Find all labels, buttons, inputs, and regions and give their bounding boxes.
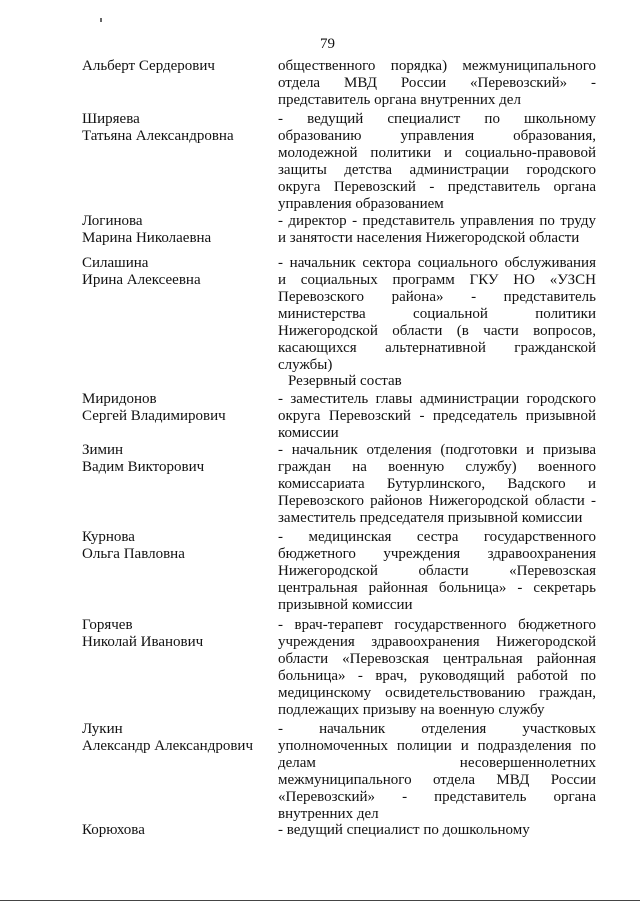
role-line: - заместитель главы администрации городского [278,391,596,407]
member-surname: Курнова [82,529,135,545]
member-role [278,213,596,247]
member-given-names: Татьяна Александровна [82,128,234,144]
member-surname: Корюхова [82,822,145,838]
role-line: центральная районная больница» - секретарь [278,580,596,596]
member-given-names: Ольга Павловна [82,546,185,562]
member-name [82,442,272,476]
role-line: защиты детства администрации городского [278,162,596,178]
role-line: делам несовершеннолетних [278,755,596,771]
role-line: Нижегородской области «Перевозская [278,563,596,579]
member-name [82,213,272,247]
role-line: - начальник отделения участковых [278,721,596,737]
member-surname: Ширяева [82,111,140,127]
member-surname: Альберт Сердерович [82,58,215,74]
member-given-names: Марина Николаевна [82,230,212,246]
role-line: общественного порядка) межмуниципального [278,58,596,74]
member-role [278,442,596,527]
role-line: округа Перевозский - председатель призывной [278,408,596,424]
role-line: Перевозского района» - представитель [278,289,596,305]
role-line: призывной комиссии [278,597,413,613]
role-line: Перевозского районов Нижегородской области - [278,493,596,509]
member-given-names: Николай Иванович [82,634,204,650]
role-line: отдела МВД России «Перевозский» - [278,75,596,91]
member-role [278,255,596,374]
role-line: подлежащих призыву на военную службу [278,702,545,718]
role-line: Нижегородской области (в части вопросов, [278,323,596,339]
role-line: больница» - врач, руководящий работой по [278,668,596,684]
role-line: управления образованием [278,196,444,212]
member-role [278,529,596,614]
reserve-heading: Резервный состав [288,373,402,389]
role-line: и социальных программ ГКУ НО «УЗСН [278,272,596,288]
member-name [82,255,272,289]
role-line: округа Перевозский - представитель органа [278,179,596,195]
role-line: заместитель председателя призывной комиссии [278,510,583,526]
member-surname: Силашина [82,255,149,271]
role-line: - директор - представитель управления по труду [278,213,596,229]
role-line: учреждения здравоохранения Нижегородской [278,634,596,650]
role-line: внутренних дел [278,806,379,822]
member-surname: Горячев [82,617,133,633]
member-surname: Логинова [82,213,143,229]
role-line: «Перевозский» - представитель органа [278,789,596,805]
role-line: уполномоченных полиции и подразделения по [278,738,596,754]
member-given-names: Ирина Алексеевна [82,272,201,288]
role-line: образованию управления образования, [278,128,596,144]
role-line: - врач-терапевт государственного бюджетного [278,617,596,633]
member-role [278,111,596,213]
member-role [278,391,596,442]
member-name [82,822,272,839]
member-role [278,822,596,839]
member-name [82,111,272,145]
role-line: бюджетного учреждения здравоохранения [278,546,596,562]
member-given-names: Вадим Викторович [82,459,205,475]
scan-speck [100,18,102,22]
role-line: комиссариата Бутурлинского, Вадского и [278,476,596,492]
role-line: службы) [278,357,333,373]
member-surname: Миридонов [82,391,157,407]
role-line: молодежной политики и социально-правовой [278,145,596,161]
member-role [278,58,596,109]
role-line: касающихся альтернативной гражданской [278,340,596,356]
role-line: министерства социальной политики [278,306,596,322]
role-line: - ведущий специалист по дошкольному [278,822,530,838]
member-surname: Зимин [82,442,124,458]
member-surname: Лукин [82,721,123,737]
role-line: и занятости населения Нижегородской области [278,230,580,246]
member-given-names: Александр Александрович [82,738,253,754]
role-line: комиссии [278,425,339,441]
member-role [278,721,596,823]
member-name [82,529,272,563]
role-line: - медицинская сестра государственного [278,529,596,545]
member-given-names: Сергей Владимирович [82,408,226,424]
role-line: медицинскому освидетельствованию граждан, [278,685,596,701]
page-number: 79 [320,36,335,52]
role-line: - начальник отделения (подготовки и призыва [278,442,596,458]
role-line: представитель органа внутренних дел [278,92,521,108]
role-line: межмуниципального отдела МВД России [278,772,596,788]
member-name [82,391,272,425]
role-line: - начальник сектора социального обслуживания [278,255,596,271]
role-line: - ведущий специалист по школьному [278,111,596,127]
role-line: граждан на военную службу) военного [278,459,596,475]
member-name [82,58,272,75]
member-name [82,721,272,755]
role-line: области «Перевозская центральная районная [278,651,596,667]
scan-edge-line [0,900,640,901]
member-role [278,617,596,719]
member-name [82,617,272,651]
